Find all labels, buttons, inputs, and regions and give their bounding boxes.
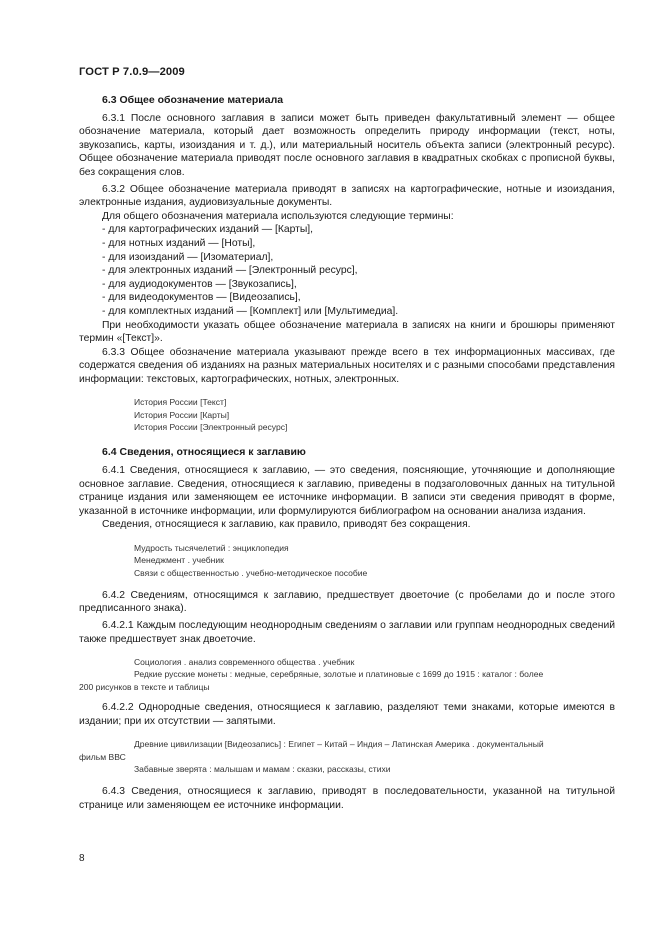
example-block bbox=[79, 396, 615, 433]
list-item: - для электронных изданий — [Электронный ресурс], bbox=[102, 265, 358, 277]
list-item: - для картографических изданий — [Карты], bbox=[102, 224, 314, 236]
paragraph-6-3-2: 6.3.2 Общее обозначение материала приводят в записях на картографические, нотные и изоиздания, электронные издания, аудиовизуальные документы. bbox=[79, 183, 615, 209]
example-line: Древние цивилизации [Видеозапись] : Египет – Китай – Индия – Латинская Америка . документальный bbox=[134, 739, 544, 750]
paragraph-6-3-1: 6.3.1 После основного заглавия в записи может быть приведен факультативный элемент — общее обозначение материала, который дает возможность определить природу информации (текст, ноты, звукозапись, карты, изоиздания и т. д.), или материальный носитель объекта записи (электронный ресурс). Общее обозначение материала приводят после основного заглавия в квадратных скобках с прописной буквы, без сокращения слов. bbox=[79, 112, 615, 178]
example-block bbox=[79, 656, 615, 693]
example-line: История России [Карты] bbox=[134, 409, 230, 420]
example-line: История России [Электронный ресурс] bbox=[134, 422, 288, 433]
paragraph-6-4-2: 6.4.2 Сведениям, относящимся к заглавию, предшествует двоеточие (с пробелами до и после этого предписанного знака). bbox=[79, 589, 615, 615]
page-header: ГОСТ Р 7.0.9—2009 bbox=[79, 66, 185, 78]
list-item: - для комплектных изданий — [Комплект] или [Мультимедиа]. bbox=[102, 305, 399, 317]
list-item: - для изоизданий — [Изоматериал], bbox=[102, 251, 274, 263]
example-line: Менеджмент . учебник bbox=[134, 555, 224, 566]
example-line: Связи с общественностью . учебно-методическое пособие bbox=[134, 567, 368, 578]
paragraph-text-term: При необходимости указать общее обозначение материала в записях на книги и брошюры применяют термин «[Текст]». bbox=[79, 319, 615, 345]
example-line: История России [Текст] bbox=[134, 397, 227, 408]
paragraph-no-abbrev: Сведения, относящиеся к заглавию, как правило, приводят без сокращения. bbox=[102, 519, 471, 531]
paragraph-terms-intro: Для общего обозначения материала используются следующие термины: bbox=[102, 210, 454, 222]
page-content bbox=[79, 94, 615, 812]
paragraph-6-4-2-2: 6.4.2.2 Однородные сведения, относящиеся к заглавию, разделяют теми знаками, которые имеются в издании; при их отсутствии — запятыми. bbox=[79, 702, 615, 727]
example-line-continuation: 200 рисунков в тексте и таблицы bbox=[79, 681, 210, 692]
example-line: Социология . анализ современного общества . учебник bbox=[134, 657, 355, 668]
paragraph-6-4-1: 6.4.1 Сведения, относящиеся к заглавию, — это сведения, поясняющие, уточняющие и дополняющие основное заглавие. Сведения, относящиеся к заглавию, приведены в подзаголовочных данных на титульной странице издания или заменяющем ее источнике информации. В записи эти сведения приводят в форме, указанной в источнике информации, или формулируются библиографом на основании анализа издания. bbox=[79, 464, 615, 517]
list-item: - для нотных изданий — [Ноты], bbox=[102, 237, 256, 249]
terms-list bbox=[79, 223, 615, 318]
example-line: Мудрость тысячелетий : энциклопедия bbox=[134, 542, 289, 553]
page-number: 8 bbox=[79, 853, 85, 864]
paragraph-6-4-3: 6.4.3 Сведения, относящиеся к заглавию, приводят в последовательности, указанной на титульной странице или заменяющем ее источнике информации. bbox=[79, 786, 615, 811]
example-line-continuation: фильм ВВС bbox=[79, 751, 126, 762]
list-item: - для аудиодокументов — [Звукозапись], bbox=[102, 278, 297, 290]
example-line: Редкие русские монеты : медные, серебряные, золотые и платиновые с 1699 до 1915 : каталог : более bbox=[134, 669, 544, 680]
section-heading-6-3: 6.3 Общее обозначение материала bbox=[102, 94, 284, 106]
example-line: Забавные зверята : малышам и мамам : сказки, рассказы, стихи bbox=[134, 763, 391, 774]
paragraph-6-4-2-1: 6.4.2.1 Каждым последующим неоднородным сведениям о заглавии или группам неоднородных сведений также предшествует знак двоеточие. bbox=[79, 620, 615, 645]
section-heading-6-4: 6.4 Сведения, относящиеся к заглавию bbox=[102, 446, 306, 459]
example-block bbox=[79, 542, 615, 579]
example-block bbox=[79, 738, 615, 775]
list-item: - для видеодокументов — [Видеозапись], bbox=[102, 292, 301, 304]
paragraph-6-3-3: 6.3.3 Общее обозначение материала указывают прежде всего в тех информационных массивах, где содержатся сведения об изданиях на разных материальных носителях и с разными способами представления информации: текстовых, картографических, нотных, электронных. bbox=[79, 346, 615, 385]
